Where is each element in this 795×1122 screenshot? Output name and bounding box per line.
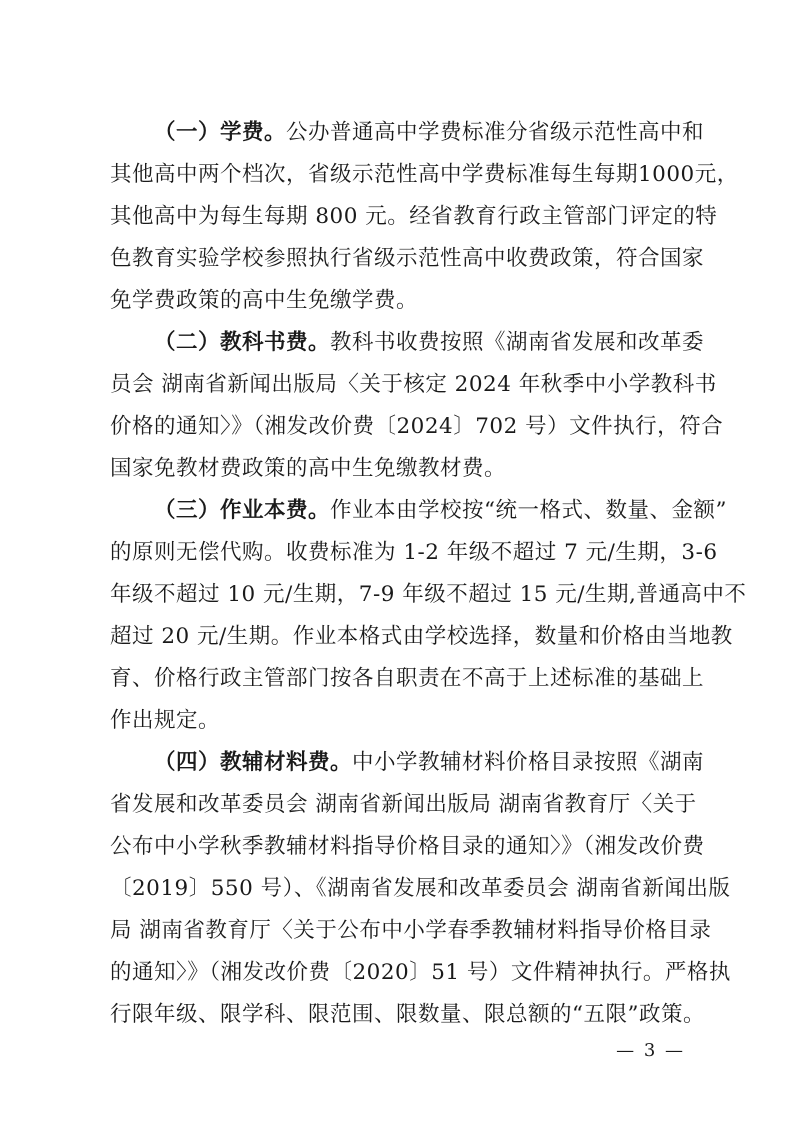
paragraph-line: 价格的通知〉》（湘发改价费〔2024〕702 号）文件执行，符合 bbox=[110, 414, 724, 439]
page-number: — 3 — bbox=[616, 1040, 685, 1061]
paragraph-text: 中小学教辅材料价格目录按照《湖南 bbox=[352, 750, 705, 775]
paragraph-line: 超过 20 元/生期。作业本格式由学校选择，数量和价格由当地教 bbox=[110, 624, 733, 649]
paragraph-line: 年级不超过 10 元/生期，7-9 年级不超过 15 元/生期,普通高中不 bbox=[110, 582, 747, 607]
paragraph-line: 〔2019〕550 号）、《湖南省发展和改革委员会 湖南省新闻出版 bbox=[110, 876, 731, 901]
paragraph-text: 作业本由学校按“统一格式、数量、金额” bbox=[330, 498, 728, 523]
paragraph-line: 的原则无偿代购。收费标准为 1-2 年级不超过 7 元/生期，3-6 bbox=[110, 540, 718, 565]
section-heading: （四）教辅材料费。 bbox=[154, 750, 353, 775]
paragraph-line: 色教育实验学校参照执行省级示范性高中收费政策，符合国家 bbox=[110, 246, 705, 271]
paragraph-line: 行限年级、限学科、限范围、限数量、限总额的“五限”政策。 bbox=[110, 1002, 705, 1027]
document-body bbox=[110, 112, 747, 1036]
paragraph-line: 省发展和改革委员会 湖南省新闻出版局 湖南省教育厅〈关于 bbox=[110, 792, 697, 817]
paragraph-line: 国家免教材费政策的高中生免缴教材费。 bbox=[110, 456, 507, 481]
paragraph-text: 公办普通高中学费标准分省级示范性高中和 bbox=[286, 120, 705, 145]
paragraph-line: 作出规定。 bbox=[110, 708, 221, 733]
section-heading: （三）作业本费。 bbox=[154, 498, 331, 523]
section-heading: （一）学费。 bbox=[154, 120, 287, 145]
paragraph-line: 公布中小学秋季教辅材料指导价格目录的通知〉》（湘发改价费 bbox=[110, 834, 705, 859]
section-heading: （二）教科书费。 bbox=[154, 330, 331, 355]
paragraph-line: 免学费政策的高中生免缴学费。 bbox=[110, 288, 419, 313]
paragraph-line: 其他高中两个档次，省级示范性高中学费标准每生每期1000元， bbox=[110, 162, 739, 187]
paragraph-line bbox=[110, 742, 705, 784]
paragraph-line: 的通知〉》（湘发改价费〔2020〕51 号）文件精神执行。严格执 bbox=[110, 960, 731, 985]
paragraph-line: 其他高中为每生每期 800 元。经省教育行政主管部门评定的特 bbox=[110, 204, 718, 229]
paragraph-line bbox=[110, 490, 728, 532]
paragraph-line: 员会 湖南省新闻出版局〈关于核定 2024 年秋季中小学教科书 bbox=[110, 372, 717, 397]
paragraph-line bbox=[110, 322, 705, 364]
paragraph-line bbox=[110, 112, 705, 154]
paragraph-line: 局 湖南省教育厅〈关于公布中小学春季教辅材料指导价格目录 bbox=[110, 918, 712, 943]
paragraph-line: 育、价格行政主管部门按各自职责在不高于上述标准的基础上 bbox=[110, 666, 705, 691]
paragraph-text: 教科书收费按照《湖南省发展和改革委 bbox=[330, 330, 705, 355]
